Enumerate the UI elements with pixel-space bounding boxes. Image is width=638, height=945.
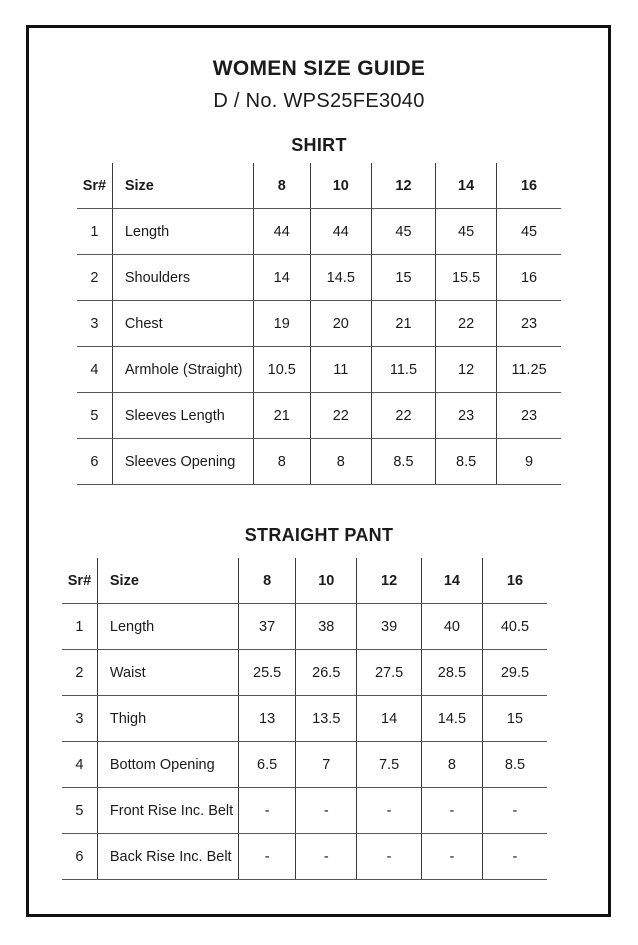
size-value-cell: 27.5 — [357, 650, 422, 696]
size-value-cell: 23 — [497, 301, 561, 347]
size-value-column-header: 14 — [436, 163, 497, 209]
page-title: WOMEN SIZE GUIDE — [212, 57, 426, 80]
header-row — [77, 163, 561, 209]
measurement-label-cell: Armhole (Straight) — [112, 347, 253, 393]
size-value-cell: 14 — [357, 696, 422, 742]
measurement-label-cell: Length — [97, 604, 238, 650]
measurement-label-cell: Front Rise Inc. Belt — [97, 788, 238, 834]
measurement-label-cell: Sleeves Length — [112, 393, 253, 439]
header-row — [62, 558, 547, 604]
shirt-section-heading: SHIRT — [291, 135, 347, 155]
size-value-cell: - — [296, 834, 357, 880]
row-number-cell: 5 — [77, 393, 112, 439]
size-value-cell: 10.5 — [253, 347, 310, 393]
size-value-cell: 15 — [482, 696, 547, 742]
size-value-cell: 8 — [253, 439, 310, 485]
size-value-cell: - — [357, 788, 422, 834]
size-value-cell: 25.5 — [239, 650, 296, 696]
size-value-cell: 20 — [310, 301, 371, 347]
size-value-cell: 28.5 — [421, 650, 482, 696]
size-value-cell: - — [357, 834, 422, 880]
table-row — [77, 439, 561, 485]
size-value-column-header: 16 — [482, 558, 547, 604]
row-number-cell: 3 — [62, 696, 97, 742]
size-value-cell: 8 — [310, 439, 371, 485]
size-value-cell: 14.5 — [310, 255, 371, 301]
row-number-cell: 6 — [62, 834, 97, 880]
size-value-cell: 7.5 — [357, 742, 422, 788]
size-value-cell: - — [239, 834, 296, 880]
size-value-cell: 22 — [310, 393, 371, 439]
size-value-cell: 44 — [310, 209, 371, 255]
size-value-cell: 6.5 — [239, 742, 296, 788]
table-row — [77, 255, 561, 301]
size-value-column-header: 14 — [421, 558, 482, 604]
measurement-label-cell: Shoulders — [112, 255, 253, 301]
table-row — [77, 347, 561, 393]
row-number-cell: 2 — [62, 650, 97, 696]
measurement-label-cell: Sleeves Opening — [112, 439, 253, 485]
sr-column-header: Sr# — [77, 163, 112, 209]
size-column-header: Size — [97, 558, 238, 604]
sr-column-header: Sr# — [62, 558, 97, 604]
measurement-label-cell: Waist — [97, 650, 238, 696]
row-number-cell: 1 — [77, 209, 112, 255]
size-value-cell: 29.5 — [482, 650, 547, 696]
table-row — [77, 301, 561, 347]
size-value-cell: 40.5 — [482, 604, 547, 650]
pant-size-table — [62, 558, 547, 880]
size-value-cell: 8.5 — [436, 439, 497, 485]
size-value-cell: 38 — [296, 604, 357, 650]
size-column-header: Size — [112, 163, 253, 209]
size-value-column-header: 16 — [497, 163, 561, 209]
row-number-cell: 6 — [77, 439, 112, 485]
size-value-cell: 8.5 — [482, 742, 547, 788]
size-value-cell: 23 — [497, 393, 561, 439]
measurement-label-cell: Chest — [112, 301, 253, 347]
pant-section-heading: STRAIGHT PANT — [244, 525, 394, 545]
size-value-cell: 22 — [436, 301, 497, 347]
size-value-cell: - — [482, 788, 547, 834]
table-row — [62, 650, 547, 696]
size-value-cell: 11.5 — [371, 347, 435, 393]
size-value-cell: 45 — [436, 209, 497, 255]
measurement-label-cell: Back Rise Inc. Belt — [97, 834, 238, 880]
size-value-cell: 13.5 — [296, 696, 357, 742]
size-value-cell: 23 — [436, 393, 497, 439]
size-value-cell: 15.5 — [436, 255, 497, 301]
row-number-cell: 5 — [62, 788, 97, 834]
size-value-column-header: 10 — [296, 558, 357, 604]
row-number-cell: 4 — [77, 347, 112, 393]
size-value-cell: 11.25 — [497, 347, 561, 393]
row-number-cell: 3 — [77, 301, 112, 347]
row-number-cell: 1 — [62, 604, 97, 650]
size-value-cell: 45 — [497, 209, 561, 255]
measurement-label-cell: Thigh — [97, 696, 238, 742]
size-value-cell: 9 — [497, 439, 561, 485]
size-value-cell: 16 — [497, 255, 561, 301]
table-row — [77, 209, 561, 255]
measurement-label-cell: Length — [112, 209, 253, 255]
size-value-cell: 37 — [239, 604, 296, 650]
size-value-cell: 44 — [253, 209, 310, 255]
shirt-size-table-container — [77, 163, 561, 485]
size-value-column-header: 8 — [253, 163, 310, 209]
size-value-cell: - — [296, 788, 357, 834]
table-row — [62, 696, 547, 742]
pant-size-table-container — [62, 558, 547, 880]
size-value-cell: 21 — [371, 301, 435, 347]
size-value-cell: 21 — [253, 393, 310, 439]
size-value-cell: 14 — [253, 255, 310, 301]
table-row — [62, 788, 547, 834]
size-value-cell: 14.5 — [421, 696, 482, 742]
size-value-cell: 12 — [436, 347, 497, 393]
size-value-column-header: 12 — [371, 163, 435, 209]
size-value-cell: 26.5 — [296, 650, 357, 696]
design-number: D / No. WPS25FE3040 — [213, 90, 425, 112]
row-number-cell: 2 — [77, 255, 112, 301]
table-row — [62, 834, 547, 880]
size-value-cell: 8.5 — [371, 439, 435, 485]
size-value-cell: 19 — [253, 301, 310, 347]
size-value-cell: 22 — [371, 393, 435, 439]
size-value-cell: 7 — [296, 742, 357, 788]
size-value-cell: 8 — [421, 742, 482, 788]
size-value-cell: - — [482, 834, 547, 880]
row-number-cell: 4 — [62, 742, 97, 788]
size-value-cell: - — [421, 788, 482, 834]
shirt-size-table — [77, 163, 561, 485]
size-value-column-header: 8 — [239, 558, 296, 604]
size-value-cell: 45 — [371, 209, 435, 255]
table-row — [62, 742, 547, 788]
measurement-label-cell: Bottom Opening — [97, 742, 238, 788]
size-value-cell: 39 — [357, 604, 422, 650]
size-value-column-header: 12 — [357, 558, 422, 604]
size-value-cell: 15 — [371, 255, 435, 301]
size-value-cell: 11 — [310, 347, 371, 393]
size-value-cell: 40 — [421, 604, 482, 650]
size-value-column-header: 10 — [310, 163, 371, 209]
table-row — [62, 604, 547, 650]
size-value-cell: - — [239, 788, 296, 834]
table-row — [77, 393, 561, 439]
size-value-cell: 13 — [239, 696, 296, 742]
size-value-cell: - — [421, 834, 482, 880]
